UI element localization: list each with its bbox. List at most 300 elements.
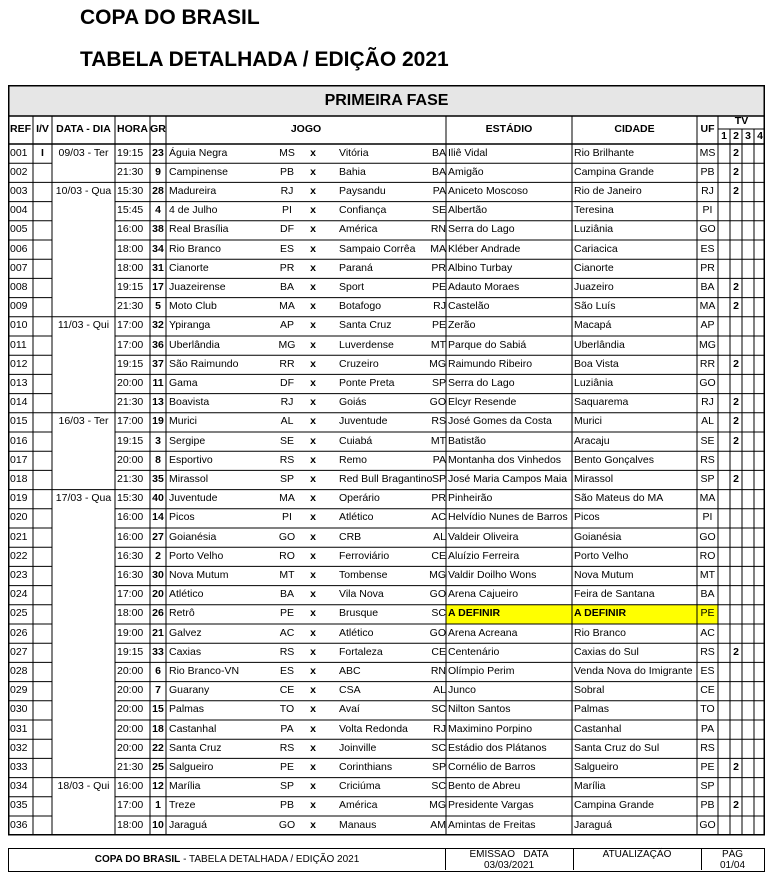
ref-cell: 004: [10, 204, 28, 217]
city-cell: Murici: [574, 415, 602, 428]
group-cell: 3: [155, 434, 161, 447]
stadium-cell: Aluízio Ferreira: [448, 549, 520, 562]
away-team-uf: RN: [430, 664, 446, 677]
tv-2-cell: 2: [733, 415, 739, 428]
uf-cell: RJ: [701, 396, 714, 409]
footer-doc-bold: COPA DO BRASIL: [94, 854, 181, 865]
uf-cell: RJ: [701, 184, 714, 197]
home-team-uf: AP: [279, 319, 294, 332]
stadium-cell: Amigão: [448, 165, 484, 178]
away-team: Remo: [339, 453, 368, 466]
home-team: Rio Branco-VN: [169, 664, 240, 677]
col-header-tv-2: 2: [733, 130, 739, 142]
time-cell: 19:00: [117, 626, 144, 639]
away-team-uf: SC: [431, 780, 446, 793]
col-header-tv-3: 3: [745, 130, 751, 142]
home-team: Galvez: [169, 626, 202, 639]
home-team: Palmas: [169, 703, 205, 716]
away-team: Cruzeiro: [339, 357, 379, 370]
time-cell: 18:00: [117, 818, 144, 831]
home-team-uf: PB: [279, 165, 294, 178]
city-cell: A DEFINIR: [574, 607, 627, 620]
city-cell: Palmas: [574, 703, 610, 716]
vs-marker: x: [310, 607, 316, 620]
tv-2-cell: 2: [733, 645, 739, 658]
vs-marker: x: [310, 300, 316, 313]
city-cell: São Mateus do MA: [574, 492, 664, 505]
vs-marker: x: [310, 664, 316, 677]
footer-atualizacao: [573, 849, 701, 870]
vs-marker: x: [310, 741, 316, 754]
home-team-uf: PA: [280, 722, 294, 735]
tv-2-cell: 2: [733, 357, 739, 370]
ref-cell: 021: [10, 530, 28, 543]
group-cell: 27: [152, 530, 164, 543]
away-team-uf: RJ: [433, 300, 446, 313]
away-team: Paysandu: [339, 184, 386, 197]
time-cell: 16:00: [117, 511, 144, 524]
home-team: Real Brasília: [169, 223, 229, 236]
date-cell: 17/03 - Qua: [55, 492, 112, 505]
vs-marker: x: [310, 319, 316, 332]
city-cell: Cianorte: [574, 261, 614, 274]
vs-marker: x: [310, 280, 316, 293]
away-team: Avaí: [339, 703, 360, 716]
away-team: Vila Nova: [339, 588, 384, 601]
ref-cell: 005: [10, 223, 28, 236]
stadium-cell: Olímpio Perim: [448, 664, 515, 677]
uf-cell: AP: [700, 319, 715, 332]
stadium-cell: Kléber Andrade: [448, 242, 521, 255]
stadium-cell: Maximino Porpino: [448, 722, 533, 735]
home-team-uf: RO: [279, 549, 295, 562]
away-team: Corinthians: [339, 760, 393, 773]
uf-cell: MG: [699, 338, 716, 351]
city-cell: Luziânia: [574, 376, 614, 389]
group-cell: 4: [155, 204, 161, 217]
date-cell: 09/03 - Ter: [58, 146, 109, 159]
uf-cell: PI: [702, 204, 713, 217]
home-team: Marília: [169, 780, 201, 793]
ref-cell: 013: [10, 376, 28, 389]
stadium-cell: Pinheirão: [448, 492, 493, 505]
col-header-tv-1: 1: [721, 130, 727, 142]
uf-cell: RS: [700, 741, 715, 754]
away-team: Joinville: [339, 741, 377, 754]
vs-marker: x: [310, 492, 316, 505]
ref-cell: 028: [10, 664, 28, 677]
footer-emissao-label: EMISSAO: [469, 849, 516, 860]
home-team: Picos: [169, 511, 195, 524]
ref-cell: 009: [10, 300, 28, 313]
home-team-uf: PE: [279, 760, 294, 773]
away-team-uf: PA: [432, 184, 446, 197]
away-team-uf: SC: [431, 703, 446, 716]
away-team: Criciúma: [339, 780, 381, 793]
time-cell: 20:00: [117, 684, 144, 697]
col-header-estadio: ESTÁDIO: [485, 123, 533, 135]
city-cell: Rio de Janeiro: [574, 184, 642, 197]
vs-marker: x: [310, 684, 316, 697]
footer-page-label: PÁG: [721, 849, 744, 860]
date-cell: 11/03 - Qui: [57, 319, 110, 332]
group-cell: 18: [152, 722, 164, 735]
stadium-cell: Amintas de Freitas: [448, 818, 536, 831]
uf-cell: GO: [699, 530, 716, 543]
away-team: Manaus: [339, 818, 377, 831]
col-header-gr: GR: [150, 123, 166, 135]
home-team: Treze: [169, 799, 196, 812]
group-cell: 13: [152, 396, 164, 409]
away-team-uf: SP: [431, 376, 446, 389]
uf-cell: MS: [699, 146, 716, 159]
home-team-uf: GO: [278, 530, 296, 543]
city-cell: Saquarema: [574, 396, 629, 409]
home-team-uf: SE: [279, 434, 294, 447]
away-team-uf: RJ: [433, 722, 446, 735]
home-team: Moto Club: [169, 300, 217, 313]
city-cell: Salgueiro: [574, 760, 619, 773]
home-team-uf: BA: [279, 588, 294, 601]
away-team: Cuiabá: [339, 434, 373, 447]
home-team: Atlético: [169, 588, 204, 601]
away-team-uf: SP: [431, 760, 446, 773]
tv-2-cell: 2: [733, 760, 739, 773]
tv-2-cell: 2: [733, 280, 739, 293]
city-cell: Santa Cruz do Sul: [574, 741, 660, 754]
stadium-cell: Arena Acreana: [448, 626, 518, 639]
away-team-uf: AL: [433, 530, 446, 543]
uf-cell: ES: [700, 664, 715, 677]
time-cell: 20:00: [117, 703, 144, 716]
away-team-uf: MG: [429, 568, 446, 581]
stadium-cell: Raimundo Ribeiro: [448, 357, 533, 370]
group-cell: 33: [152, 645, 164, 658]
vs-marker: x: [310, 511, 316, 524]
away-team: CSA: [339, 684, 361, 697]
col-header-jogo: JOGO: [290, 123, 322, 135]
stadium-cell: Albino Turbay: [448, 261, 513, 274]
ref-cell: 011: [10, 338, 27, 351]
home-team-uf: BA: [279, 280, 294, 293]
ref-cell: 018: [10, 472, 28, 485]
footer-emissao-date: 03/03/2021: [483, 860, 535, 871]
city-cell: Boa Vista: [574, 357, 619, 370]
document-subtitle: TABELA DETALHADA / EDIÇÃO 2021: [80, 48, 449, 71]
away-team: Ferroviário: [339, 549, 390, 562]
away-team: Confiança: [339, 204, 387, 217]
away-team-uf: MG: [429, 799, 446, 812]
city-cell: Uberlândia: [574, 338, 625, 351]
ref-cell: 036: [10, 818, 28, 831]
time-cell: 16:30: [117, 549, 144, 562]
home-team: Uberlândia: [169, 338, 220, 351]
ref-cell: 006: [10, 242, 28, 255]
uf-cell: RO: [699, 549, 716, 562]
time-cell: 17:00: [117, 588, 144, 601]
ref-cell: 023: [10, 568, 28, 581]
schedule-table: [8, 85, 765, 836]
city-cell: Rio Branco: [574, 626, 626, 639]
col-header-data: DATA - DIA: [56, 123, 111, 135]
home-team: Nova Mutum: [169, 568, 229, 581]
group-cell: 26: [152, 607, 164, 620]
away-team-uf: MG: [429, 357, 446, 370]
tv-2-cell: 2: [733, 396, 739, 409]
home-team: Mirassol: [169, 472, 209, 485]
away-team-uf: RN: [430, 223, 446, 236]
group-cell: 8: [155, 453, 161, 466]
away-team: Volta Redonda: [339, 722, 408, 735]
away-team: América: [339, 799, 378, 812]
vs-marker: x: [310, 588, 316, 601]
home-team: Caxias: [169, 645, 202, 658]
ref-cell: 003: [10, 184, 28, 197]
stadium-cell: Zerão: [448, 319, 476, 332]
time-cell: 21:30: [117, 760, 144, 773]
uf-cell: CE: [700, 684, 715, 697]
away-team-uf: PE: [431, 280, 446, 293]
tv-2-cell: 2: [733, 146, 739, 159]
group-cell: 14: [152, 511, 164, 524]
time-cell: 17:00: [117, 319, 144, 332]
group-cell: 22: [152, 741, 164, 754]
away-team: Atlético: [339, 626, 374, 639]
group-cell: 38: [152, 223, 164, 236]
away-team: Fortaleza: [339, 645, 383, 658]
tv-2-cell: 2: [733, 300, 739, 313]
away-team-uf: GO: [429, 626, 446, 639]
home-team: Guarany: [169, 684, 210, 697]
iv-cell: I: [41, 146, 44, 159]
ref-cell: 012: [10, 357, 28, 370]
vs-marker: x: [310, 645, 316, 658]
time-cell: 18:00: [117, 242, 144, 255]
away-team: América: [339, 223, 378, 236]
home-team-uf: MG: [278, 338, 296, 351]
time-cell: 20:00: [117, 376, 144, 389]
stadium-cell: Elcyr Resende: [448, 396, 517, 409]
away-team: Botafogo: [339, 300, 382, 313]
vs-marker: x: [310, 338, 316, 351]
uf-cell: ES: [700, 242, 715, 255]
group-cell: 9: [155, 165, 161, 178]
away-team: Goiás: [339, 396, 367, 409]
home-team: Jaraguá: [169, 818, 207, 831]
home-team: Campinense: [169, 165, 228, 178]
vs-marker: x: [310, 472, 316, 485]
city-cell: Cariacica: [574, 242, 618, 255]
uf-cell: BA: [700, 280, 715, 293]
away-team: Operário: [339, 492, 380, 505]
away-team-uf: CE: [431, 645, 446, 658]
stadium-cell: Presidente Vargas: [448, 799, 534, 812]
home-team-uf: RS: [279, 741, 295, 754]
away-team-uf: RS: [431, 415, 446, 428]
stadium-cell: Batistão: [448, 434, 486, 447]
vs-marker: x: [310, 818, 316, 831]
away-team: Bahia: [339, 165, 366, 178]
away-team: Red Bull Bragantino: [339, 472, 433, 485]
time-cell: 21:30: [117, 165, 144, 178]
home-team: Juazeirense: [169, 280, 226, 293]
uf-cell: PI: [702, 511, 713, 524]
city-cell: Porto Velho: [574, 549, 629, 562]
ref-cell: 032: [10, 741, 28, 754]
vs-marker: x: [310, 626, 316, 639]
ref-cell: 033: [10, 760, 28, 773]
home-team: Murici: [169, 415, 197, 428]
date-cell: 10/03 - Qua: [55, 184, 112, 197]
col-header-uf: UF: [700, 123, 715, 135]
home-team-uf: ES: [279, 664, 294, 677]
city-cell: Luziânia: [574, 223, 614, 236]
vs-marker: x: [310, 357, 316, 370]
group-cell: 35: [152, 472, 164, 485]
uf-cell: RR: [699, 357, 716, 370]
away-team-uf: MA: [430, 242, 446, 255]
city-cell: Caxias do Sul: [574, 645, 639, 658]
city-cell: Aracaju: [574, 434, 610, 447]
group-cell: 30: [152, 568, 164, 581]
away-team-uf: PR: [431, 492, 446, 505]
away-team: Vitória: [339, 146, 369, 159]
away-team: Sport: [339, 280, 365, 293]
uf-cell: GO: [699, 376, 716, 389]
stadium-cell: Serra do Lago: [448, 223, 515, 236]
away-team-uf: MT: [430, 338, 446, 351]
document-title: COPA DO BRASIL: [80, 6, 260, 29]
ref-cell: 002: [10, 165, 28, 178]
home-team: São Raimundo: [169, 357, 239, 370]
group-cell: 32: [152, 319, 164, 332]
city-cell: Campina Grande: [574, 165, 654, 178]
stadium-cell: Montanha dos Vinhedos: [448, 453, 562, 466]
home-team-uf: SP: [279, 780, 294, 793]
away-team: Sampaio Corrêa: [339, 242, 416, 255]
stadium-cell: José Gomes da Costa: [448, 415, 552, 428]
group-cell: 25: [152, 760, 164, 773]
group-cell: 10: [152, 818, 164, 831]
vs-marker: x: [310, 184, 316, 197]
phase-title: PRIMEIRA FASE: [324, 92, 449, 109]
away-team-uf: SC: [431, 607, 446, 620]
vs-marker: x: [310, 722, 316, 735]
footer-document-name: [9, 849, 445, 870]
time-cell: 15:30: [117, 492, 144, 505]
home-team-uf: MA: [279, 300, 295, 313]
vs-marker: x: [310, 415, 316, 428]
uf-cell: SP: [700, 780, 715, 793]
ref-cell: 029: [10, 684, 28, 697]
time-cell: 15:30: [117, 184, 144, 197]
col-header-hora: HORA: [117, 123, 148, 135]
time-cell: 21:30: [117, 300, 144, 313]
group-cell: 5: [155, 300, 161, 313]
group-cell: 21: [152, 626, 164, 639]
vs-marker: x: [310, 434, 316, 447]
time-cell: 17:00: [117, 799, 144, 812]
vs-marker: x: [310, 549, 316, 562]
vs-marker: x: [310, 261, 316, 274]
vs-marker: x: [310, 780, 316, 793]
group-cell: 31: [152, 261, 164, 274]
away-team-uf: PA: [432, 453, 446, 466]
uf-cell: BA: [700, 588, 715, 601]
away-team-uf: GO: [429, 396, 446, 409]
city-cell: Macapá: [574, 319, 612, 332]
home-team-uf: RJ: [280, 184, 294, 197]
uf-cell: RS: [700, 645, 715, 658]
time-cell: 19:15: [117, 146, 144, 159]
ref-cell: 030: [10, 703, 28, 716]
date-cell: 16/03 - Ter: [58, 415, 109, 428]
ref-cell: 019: [10, 492, 28, 505]
ref-cell: 017: [10, 453, 28, 466]
stadium-cell: Helvídio Nunes de Barros: [448, 511, 568, 524]
ref-cell: 022: [10, 549, 28, 562]
vs-marker: x: [310, 453, 316, 466]
group-cell: 28: [152, 184, 164, 197]
col-header-tv: TV: [734, 115, 749, 127]
home-team-uf: AC: [279, 626, 295, 639]
stadium-cell: A DEFINIR: [448, 607, 501, 620]
time-cell: 15:45: [117, 204, 144, 217]
uf-cell: SE: [700, 434, 715, 447]
away-team-uf: SP: [431, 472, 446, 485]
group-cell: 34: [152, 242, 164, 255]
col-header-tv-4: 4: [757, 130, 763, 142]
home-team: Castanhal: [169, 722, 217, 735]
group-cell: 2: [155, 549, 161, 562]
time-cell: 19:15: [117, 357, 144, 370]
uf-cell: MA: [699, 492, 716, 505]
stadium-cell: Adauto Moraes: [448, 280, 520, 293]
tv-2-cell: 2: [733, 472, 739, 485]
uf-cell: PB: [700, 799, 715, 812]
home-team-uf: PB: [279, 799, 294, 812]
group-cell: 37: [152, 357, 164, 370]
ref-cell: 014: [10, 396, 28, 409]
stadium-cell: Albertão: [448, 204, 488, 217]
home-team-uf: RS: [279, 453, 295, 466]
time-cell: 19:15: [117, 645, 144, 658]
away-team-uf: GO: [429, 588, 446, 601]
col-header-ref: REF: [10, 123, 31, 135]
city-cell: Sobral: [574, 684, 605, 697]
home-team: Cianorte: [169, 261, 209, 274]
group-cell: 6: [155, 664, 161, 677]
home-team-uf: SP: [279, 472, 294, 485]
time-cell: 18:00: [117, 607, 144, 620]
city-cell: Marília: [574, 780, 606, 793]
home-team-uf: CE: [279, 684, 295, 697]
home-team: Porto Velho: [169, 549, 224, 562]
uf-cell: AL: [701, 415, 714, 428]
home-team-uf: ES: [279, 242, 294, 255]
time-cell: 16:00: [117, 530, 144, 543]
ref-cell: 025: [10, 607, 28, 620]
stadium-cell: Junco: [448, 684, 477, 697]
city-cell: São Luís: [574, 300, 616, 313]
uf-cell: PB: [700, 165, 715, 178]
away-team: Paraná: [339, 261, 373, 274]
stadium-cell: Bento de Abreu: [448, 780, 521, 793]
home-team: Sergipe: [169, 434, 206, 447]
ref-cell: 035: [10, 799, 28, 812]
home-team-uf: DF: [280, 223, 294, 236]
ref-cell: 016: [10, 434, 28, 447]
